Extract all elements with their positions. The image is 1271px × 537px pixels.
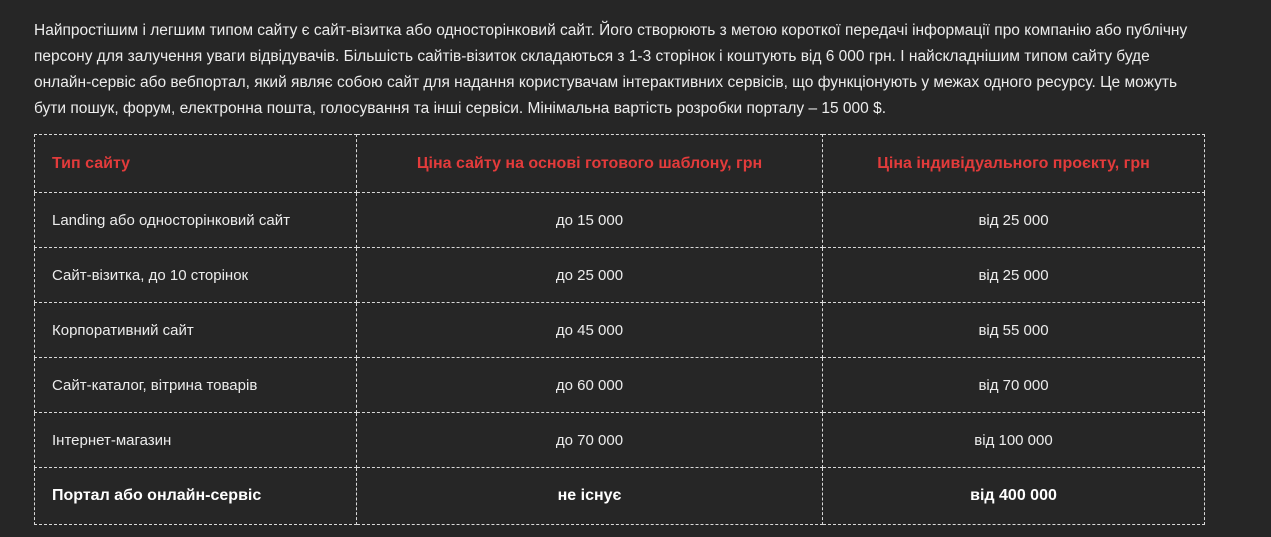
cell-template-price: до 45 000 (357, 303, 823, 358)
cell-individual-price: від 70 000 (823, 358, 1205, 413)
cell-site-type: Сайт-каталог, вітрина товарів (35, 358, 357, 413)
table-header-row (35, 135, 1205, 193)
cell-individual-price: від 100 000 (823, 413, 1205, 468)
table-row (35, 468, 1205, 525)
cell-site-type: Landing або односторінковий сайт (35, 193, 357, 248)
cell-template-price: до 15 000 (357, 193, 823, 248)
table-row (35, 193, 1205, 248)
table-row (35, 303, 1205, 358)
cell-individual-price: від 400 000 (823, 468, 1205, 525)
table-row (35, 413, 1205, 468)
intro-paragraph: Найпростішим і легшим типом сайту є сайт-візитка або односторінковий сайт. Його створюють з метою короткої передачі інформації про компанію або публічну персону для залучення уваги відвідувачів. Більшість сайтів-візиток складаються з 1-3 сторінок і коштують від 6 000 грн. І найскладнішим типом сайту буде онлайн-сервіс або вебпортал, який являє собою сайт для надання користувачам інтерактивних сервісів, що функціонують у межах одного ресурсу. Це можуть бути пошук, форум, електронна пошта, голосування та інші сервіси. Мінімальна вартість розробки порталу – 15 000 $. (34, 22, 1188, 117)
header-individual-price: Ціна індивідуального проєкту, грн (823, 135, 1205, 193)
cell-site-type: Сайт-візитка, до 10 сторінок (35, 248, 357, 303)
cell-site-type: Інтернет-магазин (35, 413, 357, 468)
header-template-price: Ціна сайту на основі готового шаблону, грн (357, 135, 823, 193)
cell-template-price: до 70 000 (357, 413, 823, 468)
price-table (34, 134, 1205, 525)
cell-template-price: до 25 000 (357, 248, 823, 303)
cell-template-price: не існує (357, 468, 823, 525)
cell-site-type: Корпоративний сайт (35, 303, 357, 358)
cell-template-price: до 60 000 (357, 358, 823, 413)
header-site-type: Тип сайту (35, 135, 357, 193)
cell-individual-price: від 55 000 (823, 303, 1205, 358)
cell-individual-price: від 25 000 (823, 248, 1205, 303)
table-row (35, 248, 1205, 303)
cell-individual-price: від 25 000 (823, 193, 1205, 248)
table-row (35, 358, 1205, 413)
cell-site-type: Портал або онлайн-сервіс (35, 468, 357, 525)
